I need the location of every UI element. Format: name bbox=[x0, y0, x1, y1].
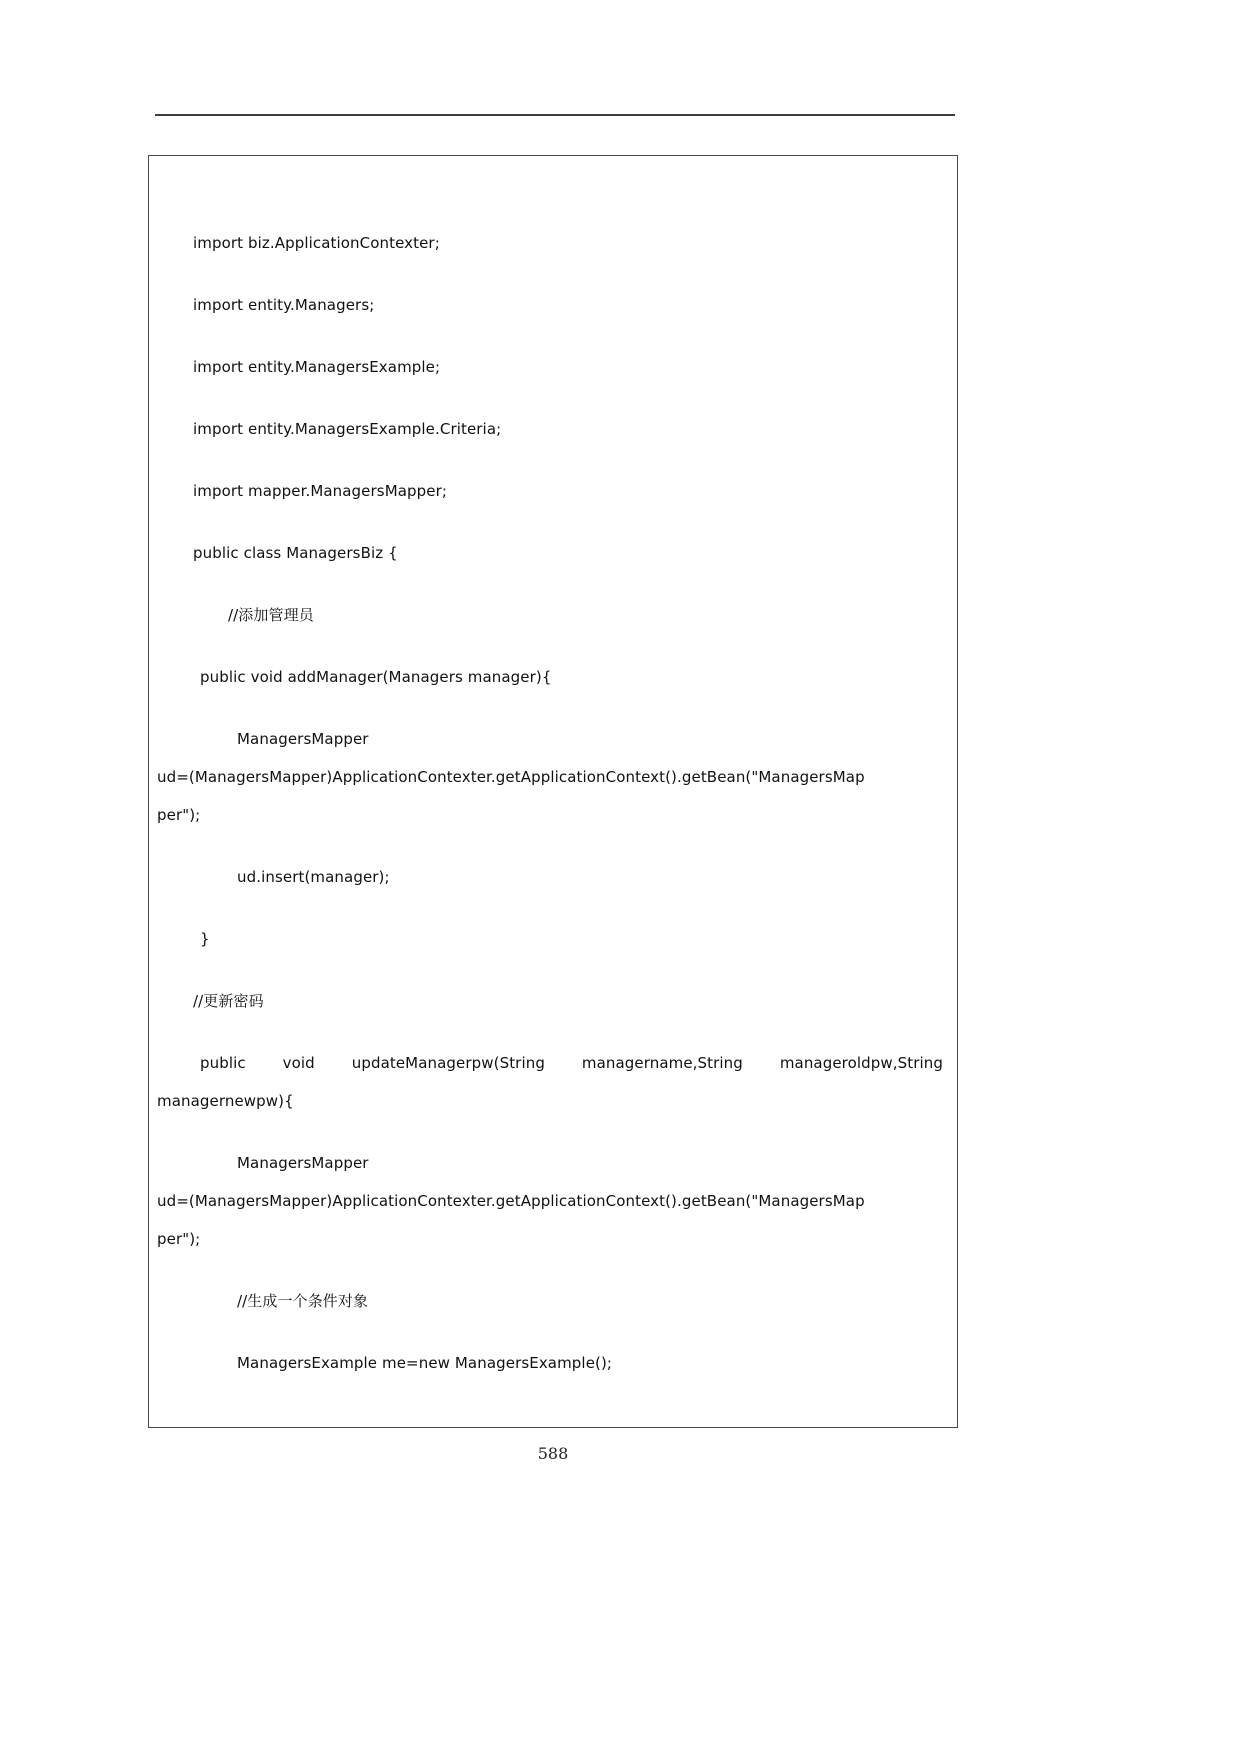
code-line: ud=(ManagersMapper)ApplicationContexter.getApplicationContext().getBean("ManagersMap bbox=[157, 768, 865, 786]
code-line: managernewpw){ bbox=[157, 1092, 294, 1110]
code-paragraph bbox=[157, 348, 943, 386]
code-paragraph bbox=[157, 1044, 943, 1120]
header-rule bbox=[155, 114, 955, 116]
code-paragraph bbox=[157, 286, 943, 324]
code-paragraph bbox=[157, 858, 943, 896]
code-paragraph bbox=[157, 1144, 943, 1258]
code-paragraph bbox=[157, 920, 943, 958]
code-paragraph bbox=[157, 1282, 943, 1320]
code-line: ManagersMapper bbox=[237, 730, 369, 748]
page-number: 588 bbox=[537, 1444, 569, 1463]
code-paragraph bbox=[157, 982, 943, 1020]
code-line: import mapper.ManagersMapper; bbox=[193, 482, 448, 500]
code-line: } bbox=[200, 930, 210, 948]
code-paragraph bbox=[157, 410, 943, 448]
code-paragraph bbox=[157, 596, 943, 634]
code-line-comment: //添加管理员 bbox=[228, 606, 314, 624]
code-box bbox=[148, 155, 958, 1428]
code-paragraph bbox=[157, 224, 943, 262]
code-line: public class ManagersBiz { bbox=[193, 544, 398, 562]
code-line: ud=(ManagersMapper)ApplicationContexter.getApplicationContext().getBean("ManagersMap bbox=[157, 1192, 865, 1210]
code-line: ud.insert(manager); bbox=[237, 868, 390, 886]
code-paragraph bbox=[157, 472, 943, 510]
code-line: ManagersMapper bbox=[237, 1154, 369, 1172]
code-line: import entity.Managers; bbox=[193, 296, 375, 314]
code-line: import entity.ManagersExample.Criteria; bbox=[193, 420, 502, 438]
code-line-comment: //更新密码 bbox=[193, 992, 264, 1010]
code-line: public void addManager(Managers manager){ bbox=[200, 668, 552, 686]
code-line: ManagersExample me=new ManagersExample(); bbox=[237, 1354, 613, 1372]
code-line-comment: //生成一个条件对象 bbox=[237, 1292, 369, 1310]
code-line: import biz.ApplicationContexter; bbox=[193, 234, 440, 252]
code-line: import entity.ManagersExample; bbox=[193, 358, 441, 376]
code-line: per"); bbox=[157, 806, 201, 824]
code-line: public void updateManagerpw(String managername,String manageroldpw,String bbox=[200, 1054, 943, 1072]
code-paragraph bbox=[157, 1344, 943, 1382]
code-paragraph bbox=[157, 720, 943, 834]
code-line: per"); bbox=[157, 1230, 201, 1248]
code-paragraph bbox=[157, 534, 943, 572]
code-paragraph bbox=[157, 658, 943, 696]
